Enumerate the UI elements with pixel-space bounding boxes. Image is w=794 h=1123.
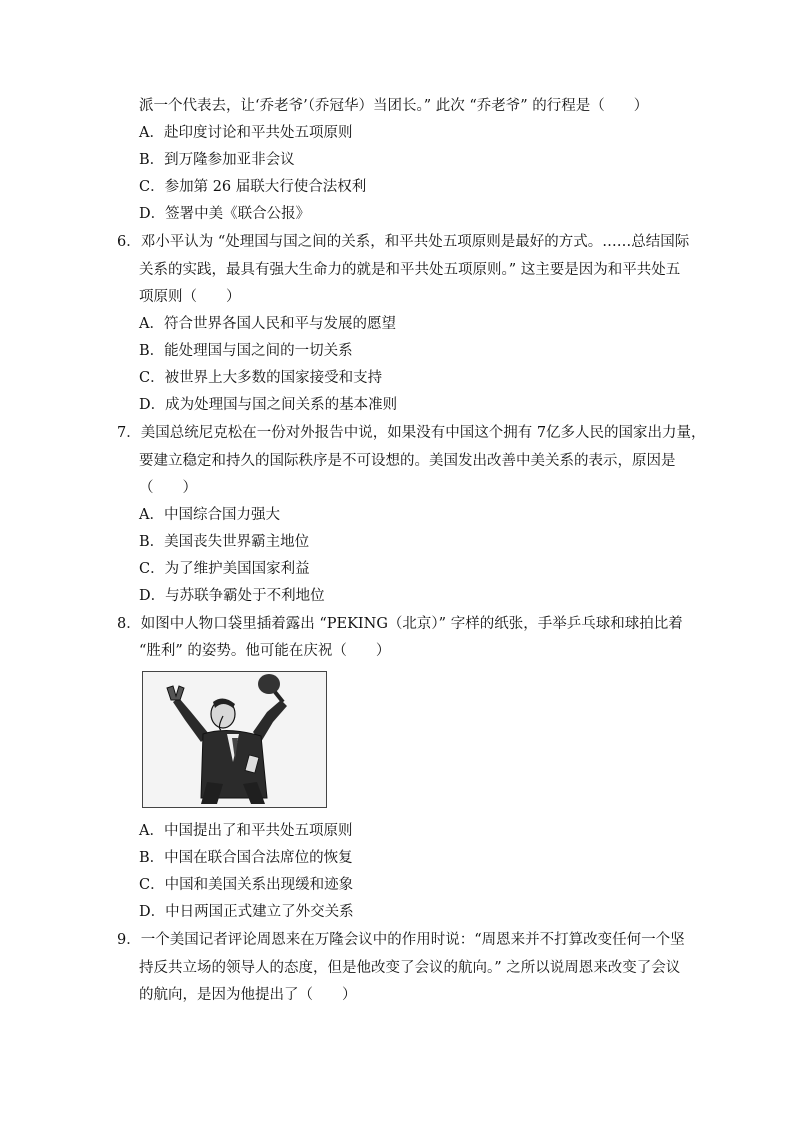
q9-stem-line-2: 持反共立场的领导人的态度，但是他改变了会议的航向。” 之所以说周恩来改变了会议 <box>139 960 681 976</box>
q7-stem-line-2: 要建立稳定和持久的国际秩序是不可设想的。美国发出改善中美关系的表示，原因是 <box>139 453 676 469</box>
q7-stem-line-3: （ ） <box>139 480 197 496</box>
q5-option-a: A．赴印度讨论和平共处五项原则 <box>139 125 353 141</box>
q6-option-c: C．被世界上大多数的国家接受和支持 <box>139 370 383 386</box>
cartoon-drawing <box>143 672 326 807</box>
q8-stem-line-2: “胜利” 的姿势。他可能在庆祝（ ） <box>139 643 391 659</box>
q6-stem-line-1: 6．邓小平认为 “处理国与国之间的关系，和平共处五项原则是最好的方式。……总结国际 <box>117 234 690 250</box>
victory-hand <box>167 686 184 700</box>
paddle-handle <box>275 692 283 702</box>
q8-option-c: C．中国和美国关系出现缓和迹象 <box>139 877 354 893</box>
cartoon-figure <box>142 671 327 808</box>
q8-option-d: D．中日两国正式建立了外交关系 <box>139 904 354 920</box>
q7-option-c: C．为了维护美国国家利益 <box>139 561 310 577</box>
q6-option-b: B．能处理国与国之间的一切关系 <box>139 343 353 359</box>
q6-option-a: A．符合世界各国人民和平与发展的愿望 <box>139 316 396 332</box>
q8-stem-line-1: 8．如图中人物口袋里插着露出 “PEKING（北京）” 字样的纸张，手举乒乓球和球拍比着 <box>117 616 683 632</box>
q8-option-a: A．中国提出了和平共处五项原则 <box>139 823 353 839</box>
q7-option-a: A．中国综合国力强大 <box>139 507 280 523</box>
q8-option-b: B．中国在联合国合法席位的恢复 <box>139 850 353 866</box>
q9-stem-line-3: 的航向，是因为他提出了（ ） <box>139 987 357 1003</box>
q9-stem-line-1: 9．一个美国记者评论周恩来在万隆会议中的作用时说：“周恩来并不打算改变任何一个坚 <box>117 932 685 948</box>
q5-option-b: B．到万隆参加亚非会议 <box>139 152 295 168</box>
q6-option-d: D．成为处理国与国之间关系的基本准则 <box>139 397 398 413</box>
q5-option-c: C．参加第 26 届联大行使合法权利 <box>139 179 367 195</box>
q5-stem-line: 派一个代表去，让‘乔老爷’（乔冠华）当团长。” 此次 “乔老爷” 的行程是（ ） <box>139 98 649 114</box>
q7-option-d: D．与苏联争霸处于不利地位 <box>139 588 325 604</box>
q7-option-b: B．美国丧失世界霸主地位 <box>139 534 310 550</box>
q7-stem-line-1: 7．美国总统尼克松在一份对外报告中说，如果没有中国这个拥有 7亿多人民的国家出力量， <box>117 425 706 441</box>
q5-option-d: D．签署中美《联合公报》 <box>139 206 311 222</box>
q6-stem-line-2: 关系的实践，最具有强大生命力的就是和平共处五项原则。” 这主要是因为和平共处五 <box>139 262 681 278</box>
q6-stem-line-3: 项原则（ ） <box>139 289 241 305</box>
